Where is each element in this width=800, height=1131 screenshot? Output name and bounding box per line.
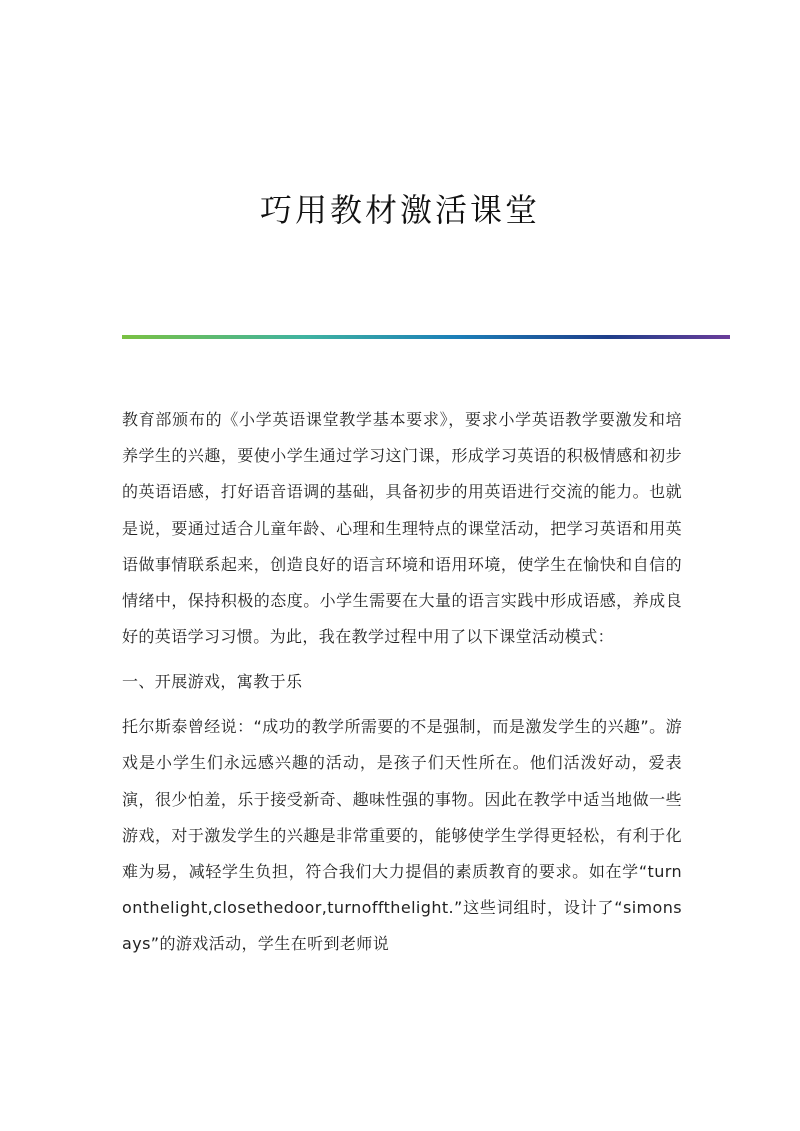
body-paragraph-intro: 教育部颁布的《小学英语课堂教学基本要求》，要求小学英语教学要激发和培养学生的兴趣，要使小学生通过学习这门课，形成学习英语的积极情感和初步的英语语感，打好语音语调的基础，具备初步的用英语进行交流的能力。也就是说，要通过适合儿童年龄、心理和生理特点的课堂活动，把学习英语和用英语做事情联系起来，创造良好的语言环境和语用环境，使学生在愉快和自信的情绪中，保持积极的态度。小学生需要在大量的语言实践中形成语感，养成良好的英语学习习惯。为此，我在教学过程中用了以下课堂活动模式： <box>122 410 682 647</box>
section-heading: 一、开展游戏，寓教于乐 <box>122 672 303 692</box>
title-divider <box>122 335 730 339</box>
page-title: 巧用教材激活课堂 <box>259 191 540 229</box>
document-body <box>122 402 682 971</box>
body-paragraph-games: 托尔斯泰曾经说：“成功的教学所需要的不是强制，而是激发学生的兴趣”。游戏是小学生们永远感兴趣的活动，是孩子们天性所在。他们活泼好动，爱表演，很少怕羞，乐于接受新奇、趣味性强的事物。因此在教学中适当地做一些游戏，对于激发学生的兴趣是非常重要的，能够使学生学得更轻松，有利于化难为易，减轻学生负担，符合我们大力提倡的素质教育的要求。如在学“turnonthelight,closethedoor,turnoffthelight.”这些词组时，设计了“simonsays”的游戏活动，学生在听到老师说 <box>122 717 682 954</box>
